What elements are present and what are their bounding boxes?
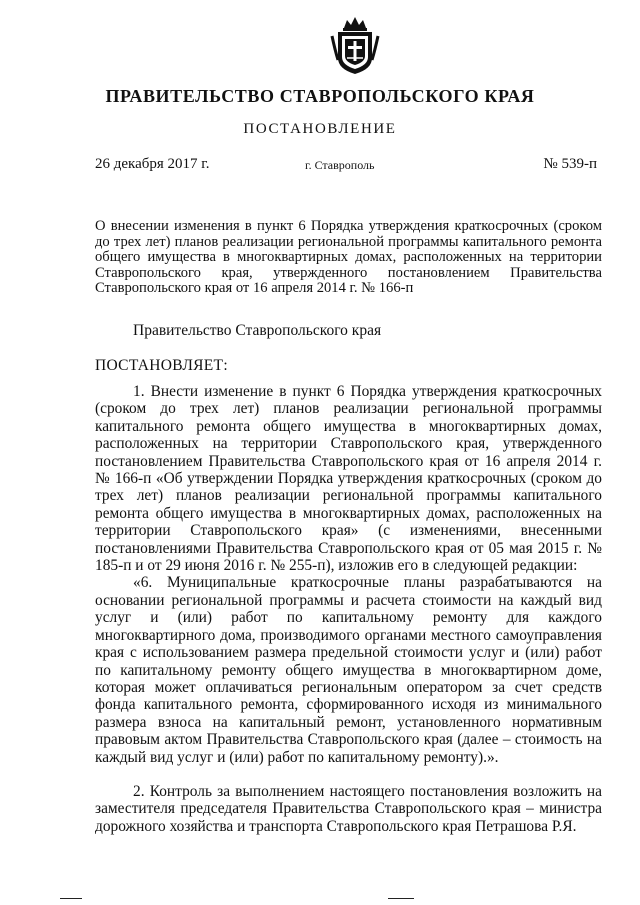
paragraph-2: 2. Контроль за выполнением настоящего постановления возложить на заместителя председателя Правительства Ставропольского края – министра дорожного хозяйства и транспорта Ставропольского края Петрашова Р.Я.: [95, 782, 602, 835]
coat-of-arms-icon: [330, 14, 380, 76]
document-subject: О внесении изменения в пункт 6 Порядка утверждения краткосрочных (сроком до трех лет) планов реализации региональной программы капитального ремонта общего имущества в многоквартирных домах, расположенных на территории Ставропольского края, утвержденного постановлением Правительства Ставропольского края от 16 апреля 2014 г. № 166-п: [95, 218, 602, 297]
document-date: 26 декабря 2017 г.: [95, 156, 210, 172]
document-type: ПОСТАНОВЛЕНИЕ: [243, 121, 397, 137]
document-city: г. Ставрополь: [305, 158, 375, 172]
decrees-heading: ПОСТАНОВЛЯЕТ:: [95, 357, 228, 374]
document-number: № 539-п: [543, 156, 597, 172]
bottom-divider: [388, 898, 414, 899]
paragraph-1: 1. Внести изменение в пункт 6 Порядка утверждения краткосрочных (сроком до трех лет) планов реализации региональной программы капитального ремонта общего имущества в многоквартирных домах, расположенных на территории Ставропольского края, утвержденного постановлением Правительства Ставропольского края от 16 апреля 2014 г. № 166-п «Об утверждении Порядка утверждения краткосрочных (сроком до трех лет) планов реализации региональной программы капитального ремонта общего имущества в многоквартирных домах, расположенных на территории Ставропольского края» (с изменениями, внесенными постановлениями Правительства Ставропольского края от 05 мая 2015 г. № 185-п и от 29 июня 2016 г. № 255-п), изложив его в следующей редакции:: [95, 383, 602, 575]
bottom-divider: [60, 898, 82, 899]
government-title: ПРАВИТЕЛЬСТВО СТАВРОПОЛЬСКОГО КРАЯ: [105, 86, 535, 106]
intro-government: Правительство Ставропольского края: [133, 322, 382, 339]
paragraph-amendment: «6. Муниципальные краткосрочные планы разрабатываются на основании региональной программы и расчета стоимости на каждый вид услуг и (или) работ по капитальному ремонту для каждого многоквартирного дома, производимого органами местного самоуправления края с использованием размера предельной стоимости услуг и (или) работ по капитальному ремонту общего имущества в многоквартирном доме, которая может оплачиваться региональным оператором за счет средств фонда капитального ремонта, сформированного исходя из минимального размера взноса на капитальный ремонт, установленного нормативным правовым актом Правительства Ставропольского края (далее – стоимость на каждый вид услуг и (или) работ по капитальному ремонту).».: [95, 574, 602, 766]
document-body: [95, 383, 602, 835]
